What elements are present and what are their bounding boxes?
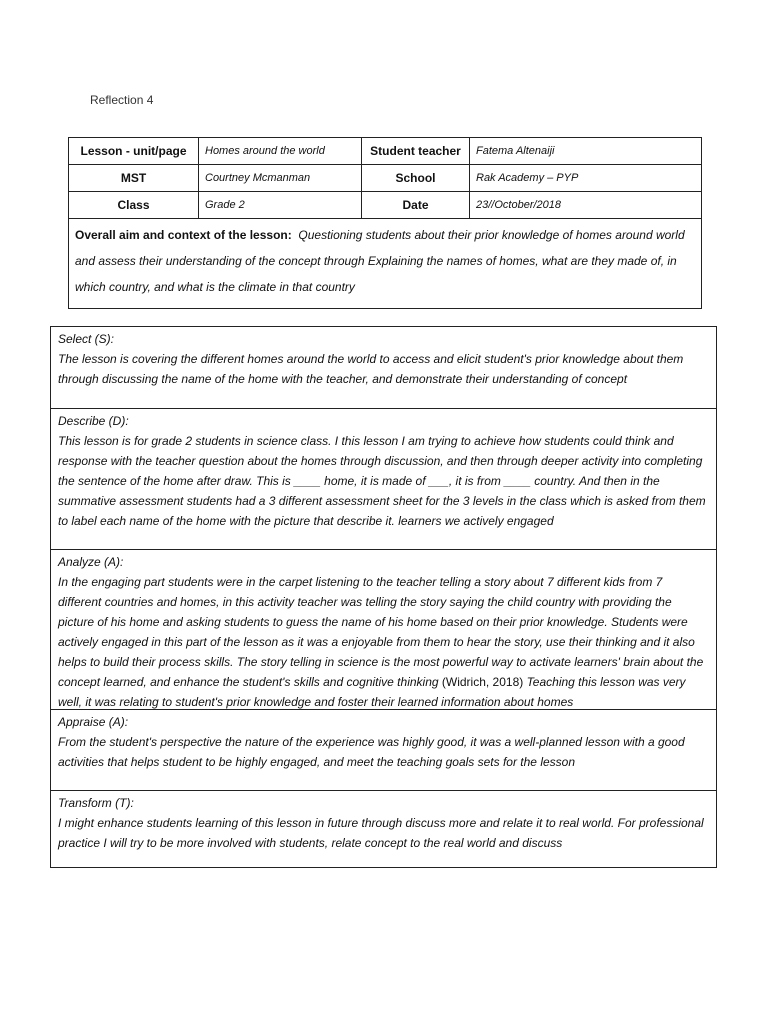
class-value: Grade 2: [199, 192, 362, 219]
mst-label: MST: [69, 165, 199, 192]
date-value: 23//October/2018: [470, 192, 702, 219]
school-label: School: [362, 165, 470, 192]
info-row-aim: [69, 219, 702, 309]
student-teacher-value: Fatema Altenaiji: [470, 138, 702, 165]
transform-title: Transform (T):: [58, 796, 134, 810]
aim-cell: [69, 219, 702, 309]
lesson-info-table: [68, 137, 702, 309]
lesson-value: Homes around the world: [199, 138, 362, 165]
aim-label: Overall aim and context of the lesson:: [75, 228, 292, 242]
document-title: Reflection 4: [90, 93, 154, 107]
section-transform: [51, 790, 716, 867]
analyze-title: Analyze (A):: [58, 555, 124, 569]
mst-value: Courtney Mcmanman: [199, 165, 362, 192]
lesson-label: Lesson - unit/page: [69, 138, 199, 165]
section-analyze: [51, 549, 716, 709]
describe-body: This lesson is for grade 2 students in science class. I this lesson I am trying to achieve how students could think and response with the teacher question about the homes through discussion, and then through deeper activity into completing the sentence of the home after draw. This is ____ home, it is made of ___, it is from ____ country. And then in the summative assessment students had a 3 different assessment sheet for the 3 levels in the class which is asked from them to label each name of the home with the picture that describe it. learners we actively engaged: [58, 434, 706, 528]
reflection-sections: [50, 326, 717, 868]
appraise-title: Appraise (A):: [58, 715, 129, 729]
select-body: The lesson is covering the different homes around the world to access and elicit student's prior knowledge about them through discussing the name of the home with the teacher, and demonstrate their understanding of concept: [58, 352, 684, 386]
select-title: Select (S):: [58, 332, 115, 346]
appraise-body: From the student's perspective the nature of the experience was highly good, it was a well-planned lesson with a good activities that helps student to be highly engaged, and meet the teaching goals sets for the lesson: [58, 735, 685, 769]
section-appraise: [51, 709, 716, 790]
describe-title: Describe (D):: [58, 414, 129, 428]
info-row-lesson: [69, 138, 702, 165]
info-row-mst: [69, 165, 702, 192]
analyze-body: In the engaging part students were in the carpet listening to the teacher telling a story about 7 different kids from 7 different countries and homes, in this activity teacher was telling the story saying the child country with providing the picture of his home and asking students to guess the name of his home based on their prior knowledge. Students were actively engaged in this part of the lesson as it was a enjoyable from them to hear the story, use their thinking and it also helps to build their process skills. The story telling in science is the most powerful way to activate learners' brain about the concept learned, and enhance the student's skills and cognitive thinking: [58, 575, 704, 689]
transform-body: I might enhance students learning of this lesson in future through discuss more and relate it to real world. For professional practice I will try to be more involved with students, relate concept to the real world and discuss: [58, 816, 704, 850]
aim-text: Questioning students about their prior knowledge of homes around world and assess their understanding of the concept through Explaining the names of homes, what are they made of, in which country, and what is the climate in that country: [75, 228, 685, 294]
section-select: [51, 327, 716, 408]
class-label: Class: [69, 192, 199, 219]
section-describe: [51, 408, 716, 549]
date-label: Date: [362, 192, 470, 219]
analyze-body-continued: Teaching this lesson was very well, it was relating to student's prior knowledge and foster their learned information about homes: [58, 675, 686, 709]
student-teacher-label: Student teacher: [362, 138, 470, 165]
info-row-class: [69, 192, 702, 219]
analyze-citation: (Widrich, 2018): [438, 675, 527, 689]
school-value: Rak Academy – PYP: [470, 165, 702, 192]
